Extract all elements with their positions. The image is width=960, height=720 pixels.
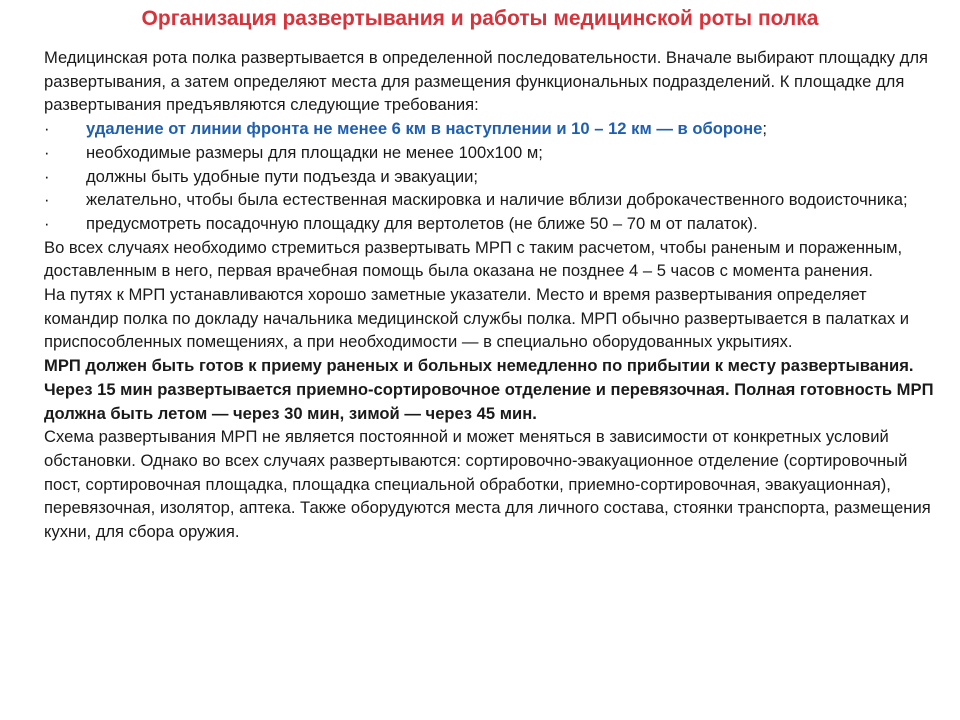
bullet-mark: ·	[44, 213, 50, 233]
requirement-item-size	[44, 141, 940, 165]
requirement-text-highlighted: удаление от линии фронта не менее 6 км в наступлении и 10 – 12 км — в обороне	[86, 119, 763, 139]
requirement-item-access-routes	[44, 165, 940, 189]
scheme-paragraph: Схема развертывания МРП не является постоянной и может меняться в зависимости от конкретных условий обстановки. Однако во всех случаях развертываются: сортировочно-эвакуационное отделение (сортировочный пост, сортировочная площадка, площадка специальной обработки, приемно-сортировочная, эвакуационная), перевязочная, изолятор, аптека. Также оборудуются места для личного состава, стоянки транспорта, размещения кухни, для сбора оружия.	[44, 427, 931, 542]
requirement-text: необходимые размеры для площадки не менее 100х100 м;	[86, 142, 543, 162]
timing-paragraph: Во всех случаях необходимо стремиться развертывать МРП с таким расчетом, чтобы раненым и пораженным, доставленным в него, первая врачебная помощь была оказана не позднее 4 – 5 часов с момента ранения.	[44, 237, 903, 281]
intro-paragraph: Медицинская рота полка развертывается в определенной последовательности. Вначале выбирают площадку для развертывания, а затем определяют места для размещения функциональных подразделений. К площадке для развертывания предъявляются следующие требования:	[44, 48, 929, 115]
requirement-item-front-distance	[44, 117, 940, 141]
readiness-paragraph: МРП должен быть готов к приему раненых и больных немедленно по прибытии к месту развертывания. Через 15 мин развертывается приемно-сортировочное отделение и перевязочная. Полная готовность МРП должна быть летом — через 30 мин, зимой — через 45 мин.	[44, 356, 934, 423]
requirement-item-helipad	[44, 212, 940, 236]
slide-body	[44, 46, 940, 544]
requirement-text: предусмотреть посадочную площадку для вертолетов (не ближе 50 – 70 м от палаток).	[86, 213, 758, 233]
slide-title: Организация развертывания и работы медицинской роты полка	[141, 7, 819, 30]
requirement-suffix: ;	[762, 119, 768, 139]
bullet-mark: ·	[44, 142, 50, 162]
signs-paragraph: На путях к МРП устанавливаются хорошо заметные указатели. Место и время развертывания определяет командир полка по докладу начальника медицинской службы полка. МРП обычно развертывается в палатках и приспособленных помещениях, а при необходимости — в специально оборудованных укрытиях.	[44, 285, 909, 352]
requirement-text: желательно, чтобы была естественная маскировка и наличие вблизи доброкачественного водоисточника;	[86, 190, 908, 210]
bullet-mark: ·	[44, 166, 50, 186]
requirement-text: должны быть удобные пути подъезда и эвакуации;	[86, 166, 478, 186]
bullet-mark: ·	[44, 119, 50, 139]
bullet-mark: ·	[44, 190, 50, 210]
requirement-item-camouflage-water	[44, 188, 940, 212]
